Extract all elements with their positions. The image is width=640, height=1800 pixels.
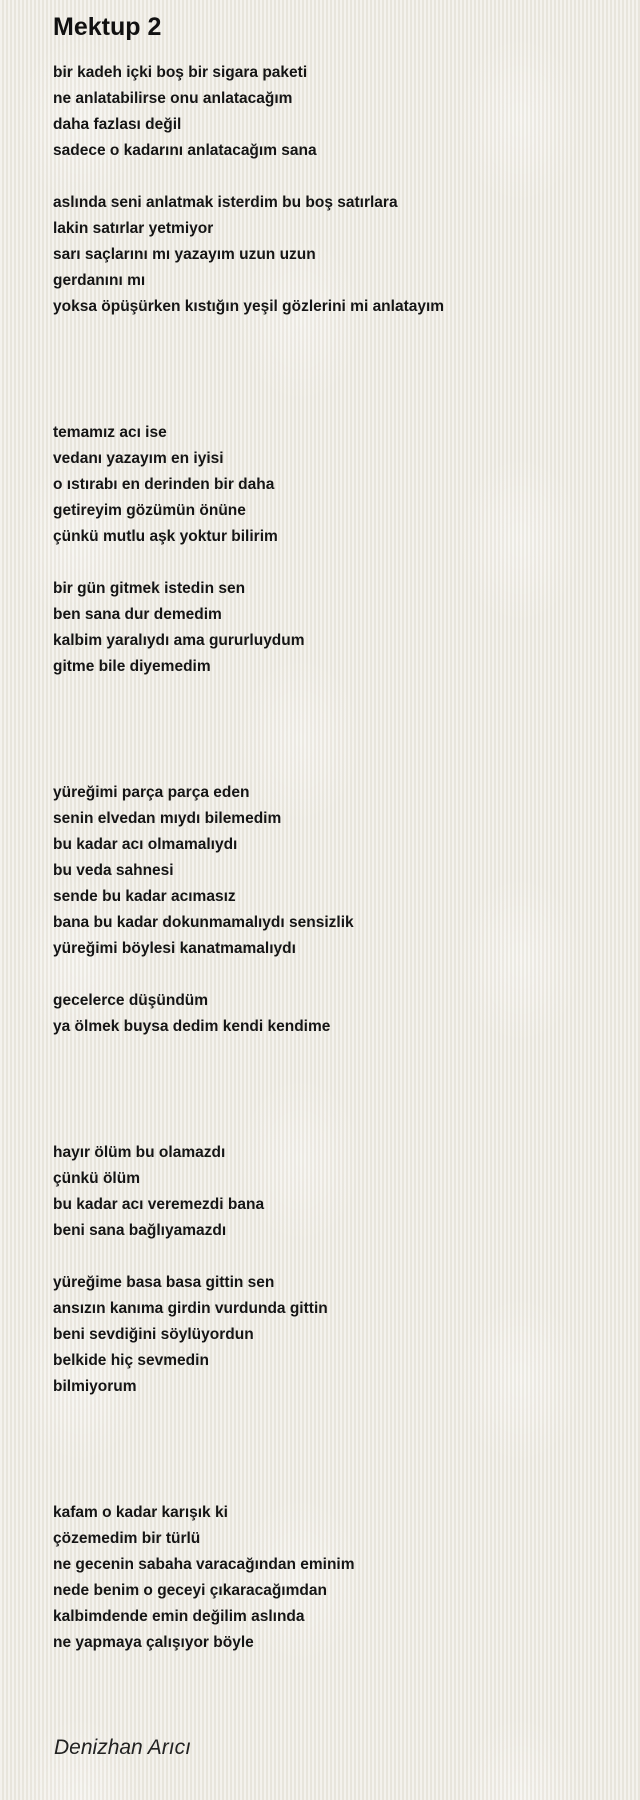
poem-line: temamız acı ise <box>53 424 167 441</box>
poem-line: yoksa öpüşürken kıstığın yeşil gözlerini mi anlatayım <box>53 298 445 315</box>
poem-line: sadece o kadarını anlatacağım sana <box>53 142 317 159</box>
section-gap <box>53 680 613 780</box>
poem-line: bana bu kadar dokunmamalıydı sensizlik <box>53 914 354 931</box>
poem-line: yüreğimi parça parça eden <box>53 784 250 801</box>
section-gap <box>53 1400 613 1500</box>
poem-line: ansızın kanıma girdin vurdunda gittin <box>53 1300 328 1317</box>
poem-line: ne anlatabilirse onu anlatacağım <box>53 90 293 107</box>
poem-line: ya ölmek buysa dedim kendi kendime <box>53 1018 331 1035</box>
poem-line: yüreğime basa basa gittin sen <box>53 1274 275 1291</box>
poem-line: bilmiyorum <box>53 1378 137 1395</box>
poem-line: bu veda sahnesi <box>53 862 174 879</box>
poem-line: bir gün gitmek istedin sen <box>53 580 246 597</box>
poem-line: sarı saçlarını mı yazayım uzun uzun <box>53 246 316 263</box>
stanza <box>53 190 613 320</box>
poem-line: vedanı yazayım en iyisi <box>53 450 224 467</box>
stanza <box>53 576 613 680</box>
poem-author: Denizhan Arıcı <box>54 1736 191 1759</box>
poem-line: aslında seni anlatmak isterdim bu boş satırlara <box>53 194 398 211</box>
poem-line: lakin satırlar yetmiyor <box>53 220 214 237</box>
poem-line: yüreğimi böylesi kanatmamalıydı <box>53 940 296 957</box>
stanza-gap <box>53 550 613 576</box>
poem-line: kalbimdende emin değilim aslında <box>53 1608 305 1625</box>
poem-line: ben sana dur demedim <box>53 606 222 623</box>
poem-line: beni sana bağlıyamazdı <box>53 1222 227 1239</box>
poem-line: ne yapmaya çalışıyor böyle <box>53 1634 254 1651</box>
poem-line: hayır ölüm bu olamazdı <box>53 1144 226 1161</box>
poem-title: Mektup 2 <box>53 13 162 41</box>
section-gap <box>53 320 613 420</box>
poem-line: o ıstırabı en derinden bir daha <box>53 476 275 493</box>
poem-line: gerdanını mı <box>53 272 146 289</box>
poem-line: çünkü mutlu aşk yoktur bilirim <box>53 528 278 545</box>
poem-line: sende bu kadar acımasız <box>53 888 236 905</box>
stanza-gap <box>53 164 613 190</box>
stanza <box>53 1140 613 1244</box>
stanza-gap <box>53 1244 613 1270</box>
section-gap <box>53 1040 613 1140</box>
poem-line: nede benim o geceyi çıkaracağımdan <box>53 1582 327 1599</box>
stanza <box>53 1270 613 1400</box>
poem-line: çözemedim bir türlü <box>53 1530 201 1547</box>
stanza <box>53 988 613 1040</box>
poem-line: ne gecenin sabaha varacağından eminim <box>53 1556 355 1573</box>
stanza <box>53 60 613 164</box>
poem-line: gitme bile diyemedim <box>53 658 211 675</box>
poem-line: bu kadar acı veremezdi bana <box>53 1196 265 1213</box>
poem-line: bu kadar acı olmamalıydı <box>53 836 238 853</box>
poem-body <box>53 60 613 1656</box>
poem-line: daha fazlası değil <box>53 116 182 133</box>
poem-line: senin elvedan mıydı bilemedim <box>53 810 282 827</box>
stanza-gap <box>53 962 613 988</box>
stanza <box>53 420 613 550</box>
poem-line: gecelerce düşündüm <box>53 992 209 1009</box>
stanza <box>53 1500 613 1656</box>
poem-page <box>53 12 613 1656</box>
poem-line: bir kadeh içki boş bir sigara paketi <box>53 64 308 81</box>
poem-line: kalbim yaralıydı ama gururluydum <box>53 632 305 649</box>
poem-line: çünkü ölüm <box>53 1170 140 1187</box>
poem-line: beni sevdiğini söylüyordun <box>53 1326 254 1343</box>
poem-line: belkide hiç sevmedin <box>53 1352 209 1369</box>
poem-line: kafam o kadar karışık ki <box>53 1504 228 1521</box>
stanza <box>53 780 613 962</box>
poem-line: getireyim gözümün önüne <box>53 502 246 519</box>
